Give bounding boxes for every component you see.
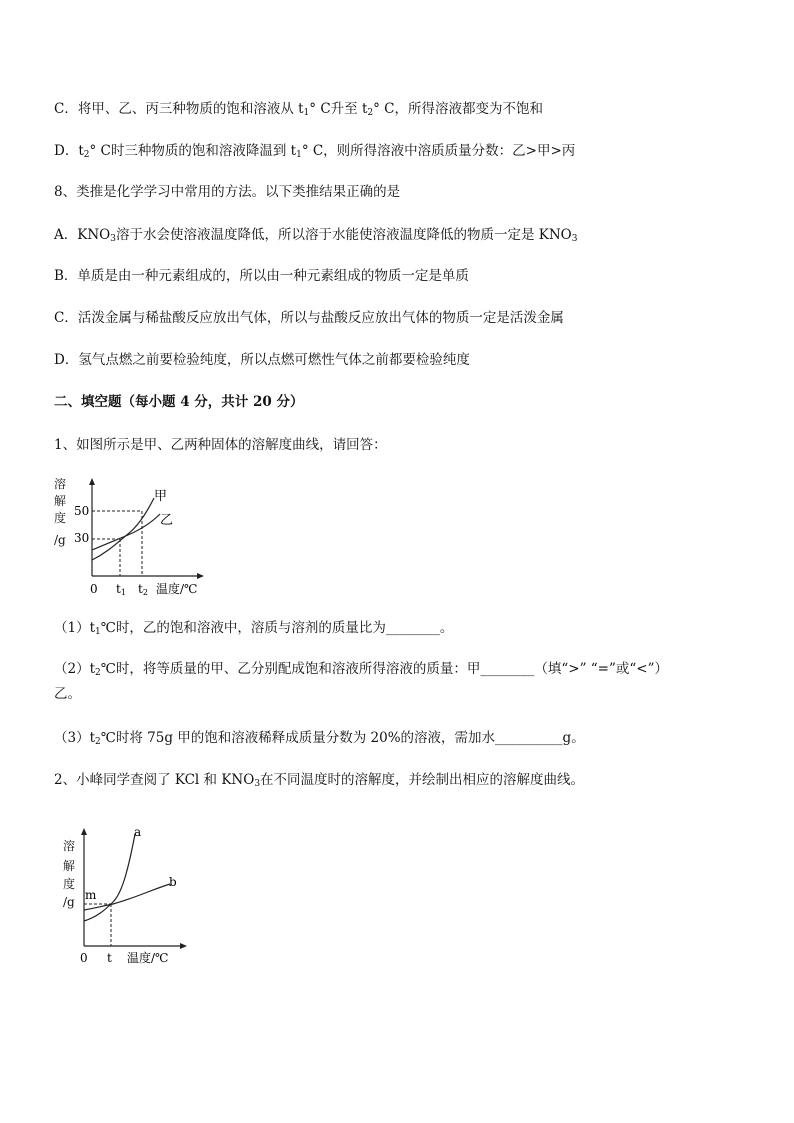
chart1-ylabel-2: 度 (54, 511, 67, 525)
chart2-xtick-t: t (107, 951, 112, 965)
chart2-xtick-0: 0 (80, 951, 88, 965)
question-2: 2、小峰同学查阅了 KCl 和 $KNO_3$在不同温度时的溶解度，并绘制出相应的溶解度曲线。 (54, 772, 585, 789)
option-c: C．将甲、乙、丙三种物质的饱和溶液从 $t_1^\circ$ C升至 $t_2^\circ$ C，所得溶液都变为不饱和 (54, 101, 543, 118)
solubility-chart-2 (55, 820, 195, 970)
chart1-series-yi: 乙 (160, 513, 174, 528)
chart1-xlabel: 温度/℃ (156, 582, 198, 596)
section-heading: 二、填空题（每小题 4 分，共计 20 分） (54, 394, 304, 410)
question-8-option-d: D．氢气点燃之前要检验纯度，所以点燃可燃性气体之前都要检验纯度 (54, 352, 470, 368)
chart2-ylabel-3: /g (63, 895, 75, 909)
chart2-xlabel: 温度/℃ (127, 951, 169, 965)
chart2-ylabel-1: 解 (63, 859, 76, 873)
chart2-ylabel-0: 溶 (63, 839, 76, 853)
question-8-option-a: A．$KNO_3$溶于水会使溶液温度降低，所以溶于水能使溶液温度降低的物质一定是 $KNO_3$ (54, 227, 578, 244)
question-1-part-3: $(3)t_2℃$时将 75g 甲的饱和溶液稀释成质量分数为 20%的溶液，需加水__________g。 (54, 730, 585, 747)
chart2-curve-b (84, 884, 170, 910)
chart1-y-arrow (89, 478, 95, 485)
chart1-ylabel-0: 溶 (54, 477, 67, 491)
option-d: D．$t_2^\circ$ C时三种物质的饱和溶液降温到 $t_1^\circ$ C，则所得溶液中溶质质量分数：乙>甲>丙 (54, 143, 576, 160)
chart1-xtick-0: 0 (90, 582, 98, 596)
chart1-curve-jia (92, 498, 154, 560)
question-1: 1、如图所示是甲、乙两种固体的溶解度曲线，请回答： (54, 437, 387, 453)
question-1-part-1: $(1)t_1℃$时，乙的饱和溶液中，溶质与溶剂的质量比为________。 (54, 620, 454, 637)
question-1-part-2-cont: 乙。 (54, 686, 81, 702)
chart2-m-label: m (85, 888, 97, 902)
chart1-xtick-t2: t2 (138, 582, 148, 597)
chart1-ytick-50: 50 (74, 504, 90, 518)
solubility-chart-1 (50, 472, 220, 602)
chart2-x-arrow (180, 943, 187, 949)
question-8-option-c: C．活泼金属与稀盐酸反应放出气体，所以与盐酸反应放出气体的物质一定是活泼金属 (54, 310, 564, 326)
chart1-ylabel-1: 解 (54, 494, 67, 508)
chart2-series-a: a (134, 825, 142, 839)
chart1-xtick-t1: t1 (116, 582, 126, 597)
chart2-ylabel-2: 度 (63, 877, 76, 891)
chart2-series-b: b (169, 875, 177, 889)
question-8-option-b: B．单质是由一种元素组成的，所以由一种元素组成的物质一定是单质 (54, 268, 469, 284)
chart1-ytick-30: 30 (74, 531, 90, 545)
chart1-series-jia: 甲 (154, 489, 168, 504)
question-8: 8、类推是化学学习中常用的方法。以下类推结果正确的是 (54, 184, 401, 200)
question-1-part-2: $(2)t_2℃$时，将等质量的甲、乙分别配成饱和溶液所得溶液的质量：甲________（填“>” “=”或“<”） (54, 661, 668, 678)
chart1-ylabel-3: /g (54, 533, 66, 547)
chart1-curve-yi (92, 514, 160, 550)
chart2-y-arrow (81, 828, 87, 835)
chart1-x-arrow (197, 573, 204, 579)
